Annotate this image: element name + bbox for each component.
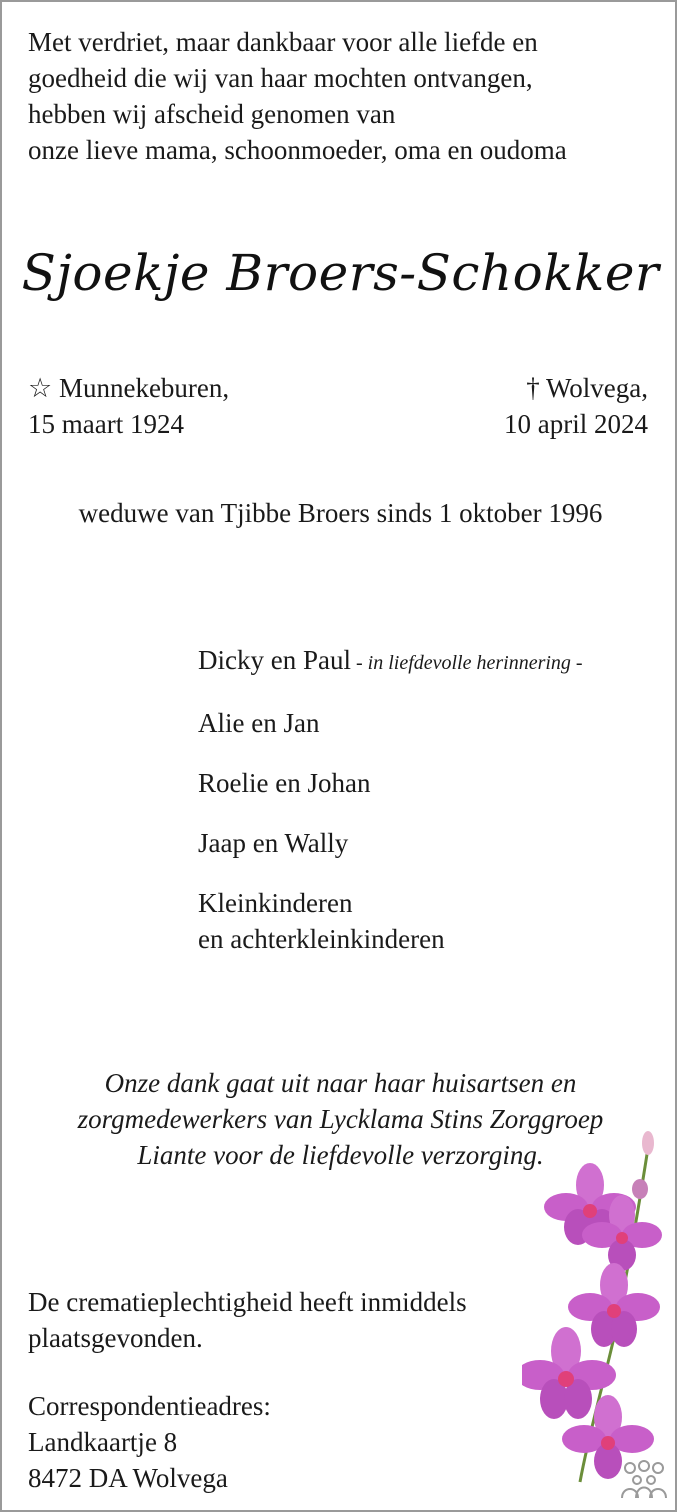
- family-row: [198, 705, 583, 741]
- thanks-line: Liante voor de liefdevolle verzorging.: [137, 1140, 544, 1170]
- address-street: Landkaartje 8: [28, 1427, 178, 1457]
- birth-place: ☆ Munnekeburen,: [28, 373, 230, 403]
- remembrance-note: - in liefdevolle herinnering -: [350, 652, 583, 674]
- death-place: † Wolvega,: [526, 373, 648, 403]
- family-name: Roelie en Johan: [198, 768, 371, 798]
- cremation-note: [28, 1284, 467, 1356]
- cremation-line: plaatsgevonden.: [28, 1323, 203, 1353]
- cremation-line: De crematieplechtigheid heeft inmiddels: [28, 1287, 467, 1317]
- widow-line: weduwe van Tjibbe Broers sinds 1 oktober 1996: [78, 498, 603, 528]
- thanks-line: zorgmedewerkers van Lycklama Stins Zorggroep: [77, 1104, 604, 1134]
- intro-line: onze lieve mama, schoonmoeder, oma en oudoma: [28, 135, 567, 165]
- death-date: 10 april 2024: [504, 409, 648, 439]
- intro-line: Met verdriet, maar dankbaar voor alle liefde en: [28, 27, 538, 57]
- address-city: 8472 DA Wolvega: [28, 1463, 228, 1493]
- family-name: Dicky en Paul: [198, 645, 351, 675]
- intro-line: goedheid die wij van haar mochten ontvangen,: [28, 63, 533, 93]
- birth-info: [28, 370, 229, 442]
- intro-text: [28, 24, 658, 168]
- people-logo-icon: [620, 1458, 668, 1502]
- family-name: Alie en Jan: [198, 708, 320, 738]
- family-row: [198, 825, 583, 861]
- address-label: Correspondentieadres:: [28, 1391, 271, 1421]
- family-row: [198, 642, 583, 681]
- family-list: [198, 642, 583, 981]
- birth-date: 15 maart 1924: [28, 409, 184, 439]
- family-row: [198, 765, 583, 801]
- grandchildren: [198, 885, 583, 957]
- family-name: Jaap en Wally: [198, 828, 349, 858]
- grandchildren-line: en achterkleinkinderen: [198, 924, 445, 954]
- deceased-name: Sjoekje Broers-Schokker: [21, 244, 660, 302]
- correspondence-address: [28, 1388, 271, 1496]
- orchid-icon: [522, 1127, 662, 1487]
- intro-line: hebben wij afscheid genomen van: [28, 99, 396, 129]
- grandchildren-line: Kleinkinderen: [198, 888, 353, 918]
- death-info: [504, 370, 648, 442]
- thanks-line: Onze dank gaat uit naar haar huisartsen en: [104, 1068, 577, 1098]
